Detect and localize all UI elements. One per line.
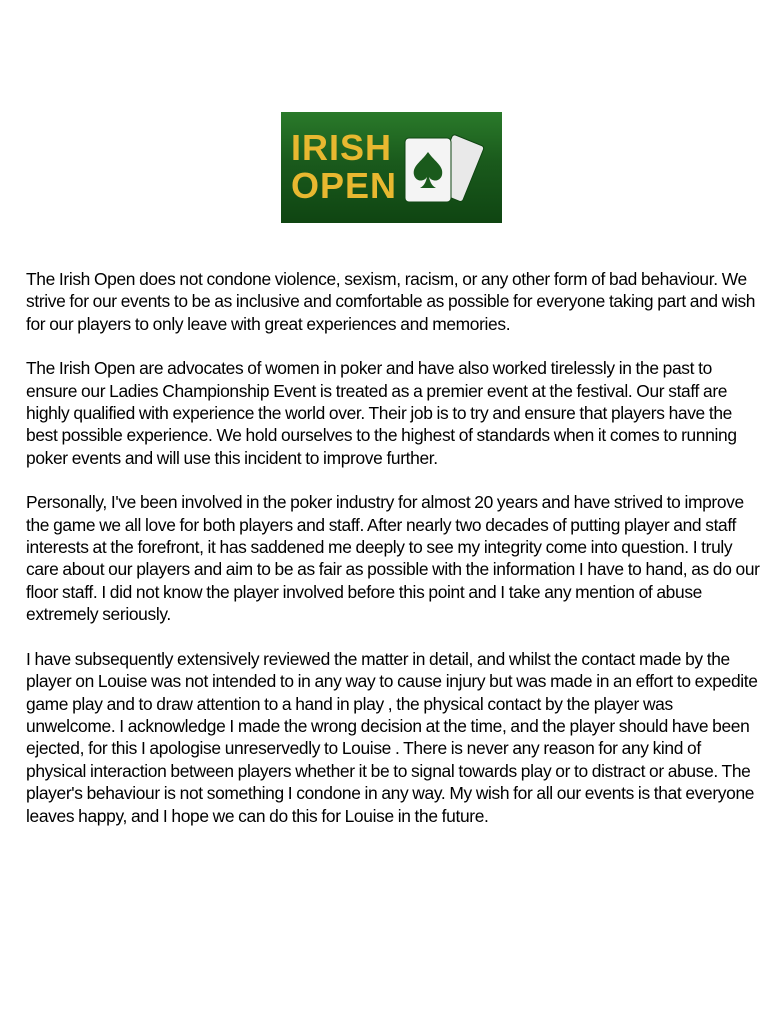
statement-paragraph-1: The Irish Open does not condone violence, sexism, racism, or any other form of bad behaviour. We strive for our events to be as inclusive and comfortable as possible for everyone taking part and wish for our players to only leave with great experiences and memories.	[26, 269, 756, 334]
statement-paragraph-2: The Irish Open are advocates of women in poker and have also worked tirelessly in the past to ensure our Ladies Championship Event is treated as a premier event at the festival. Our staff are highly qualified with experience the world over. Their job is to try and ensure that players have the best possible experience. We hold ourselves to the highest of standards when it comes to running poker events and will use this incident to improve further.	[26, 358, 737, 468]
statement-paragraph-4: I have subsequently extensively reviewed the matter in detail, and whilst the contact made by the player on Louise was not intended to in any way to cause injury but was made in an effort to expedite game play and to draw attention to a hand in play , the physical contact by the player was unwelcome. I acknowledge I made the wrong decision at the time, and the player should have been ejected, for this I apologise unreservedly to Louise . There is never any reason for any kind of physical interaction between players whether it be to signal towards play or to distract or abuse. The player's behaviour is not something I condone in any way. My wish for all our events is that everyone leaves happy, and I hope we can do this for Louise in the future.	[26, 648, 758, 826]
irish-open-logo	[281, 112, 502, 223]
logo-line-1: IRISH	[291, 127, 393, 168]
playing-card-spade-icon	[403, 124, 493, 212]
logo-wordmark	[291, 129, 397, 205]
statement-body	[26, 268, 761, 849]
statement-paragraph-3: Personally, I've been involved in the poker industry for almost 20 years and have strived to improve the game we all love for both players and staff. After nearly two decades of putting player and staff interests at the forefront, it has saddened me deeply to see my integrity come into question. I truly care about our players and aim to be as fair as possible with the information I have to hand, as do our floor staff. I did not know the player involved before this point and I take any mention of abuse extremely seriously.	[26, 492, 760, 625]
logo-line-2: OPEN	[291, 165, 398, 206]
